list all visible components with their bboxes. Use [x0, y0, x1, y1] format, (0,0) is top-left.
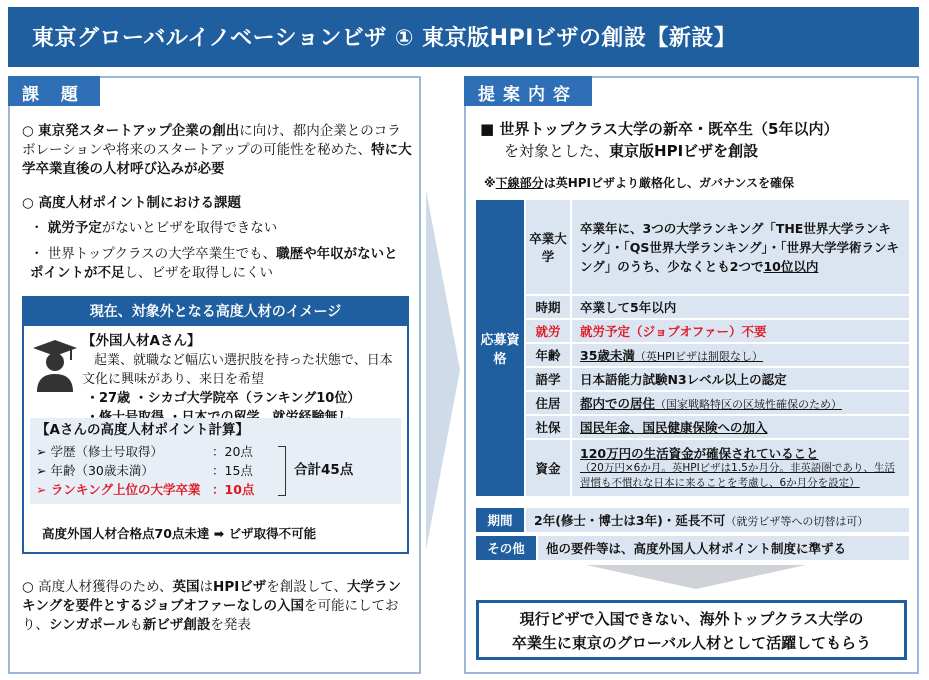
p3-uk: 英国: [172, 579, 200, 595]
req-value-5: [571, 391, 910, 415]
other-table: [474, 534, 911, 562]
note-text: は英HPIビザより厳格化し、ガバナンスを確保: [543, 176, 795, 190]
target-image-header: 現在、対象外となる高度人材のイメージ: [24, 298, 407, 326]
calc-result: [42, 524, 316, 543]
p3-text-6: を発表: [210, 617, 251, 633]
other-value: 他の要件等は、高度外国人人材ポイント制度に準ずる: [537, 535, 910, 561]
arrow-right-icon: ➡: [213, 526, 225, 541]
req-3-text: 35歳未満: [580, 348, 635, 363]
req-value-6: 国民年金、国民健康保険への加入: [571, 415, 910, 439]
issue-2-b2-text: ・ 世界トップクラスの大学卒業生でも、: [30, 246, 277, 262]
period-value: [525, 507, 910, 533]
total-brace: [278, 446, 286, 496]
req-value-3: [571, 343, 910, 367]
note-underlined: 下線部分: [495, 176, 544, 190]
issue-paragraph-1: [22, 122, 412, 179]
issue-2-b1-emphasis: 就労予定: [47, 220, 102, 236]
issues-tag: 課 題: [8, 76, 100, 106]
calc-row-1: ➢ 年齢（30歳未満）: [36, 463, 154, 478]
req-7-text: 120万円の生活資金が確保されていること: [580, 445, 819, 461]
req-key-5: 住居: [525, 391, 571, 415]
subheading-text: を対象とした、: [504, 142, 610, 160]
calc-row-2: ➢ ランキング上位の大学卒業: [36, 482, 201, 497]
period-text: 2年(修士・博士は3年)・延長不可: [534, 513, 726, 528]
requirements-table: [474, 198, 911, 498]
issue-2-bullet-1: [30, 219, 410, 238]
target-image-box: [22, 296, 409, 554]
p3-text: ○ 高度人材獲得のため、: [22, 579, 173, 595]
proposal-panel: [464, 76, 919, 674]
issue-1-emphasis: 東京発スタートアップ企業の創出: [38, 123, 240, 139]
req-key-0: 卒業大学: [525, 199, 571, 295]
issue-1-emphasis-2: 特に大学卒業直後の人材呼び込みが必要: [22, 142, 412, 177]
note-mark: ※: [484, 176, 496, 190]
person-description: 起業、就職など幅広い選択肢を持った状態で、日本文化に興味があり、来日を希望: [82, 353, 393, 387]
issue-2-bullet-2: [30, 245, 410, 283]
period-note: （就労ビザ等への切替は可）: [725, 515, 869, 528]
calc-row-1-points: ：15点: [212, 463, 253, 478]
req-key-6: 社保: [525, 415, 571, 439]
p3-text-2: は: [199, 579, 214, 595]
chevron-down-icon: [586, 565, 806, 589]
proposal-tag: 提案内容: [464, 76, 592, 106]
person-name: 【外国人材Aさん】: [82, 333, 201, 349]
page-title: 東京グローバルイノベーションビザ ① 東京版HPIビザの創設【新設】: [8, 7, 919, 67]
req-5-text: 都内での居住: [580, 396, 656, 411]
p3-text-3: を創設して、: [266, 579, 347, 595]
req-0-text: 卒業年に、3つの大学ランキング「THE世界大学ランキング」・「QS世界大学ランキング」・「世界大学学術ランキング」のうち、少なくとも2つで: [580, 220, 900, 274]
p3-ranking: 大学ランキングを要件とするジョブオファーなしの入国: [22, 579, 401, 614]
issue-2-b1-text: がないとビザを取得できない: [101, 220, 278, 236]
p3-singapore: シンガポール: [49, 617, 130, 633]
req-value-0: [571, 199, 910, 295]
req-key-1: 時期: [525, 295, 571, 319]
bullet-mark: ・: [30, 220, 48, 236]
req-value-4: 日本語能力試験N3レベル以上の認定: [571, 367, 910, 391]
graduate-icon: [32, 338, 78, 392]
period-key: 期間: [475, 507, 525, 533]
req-0-underlined: 10位以内: [763, 258, 819, 274]
other-key: その他: [475, 535, 537, 561]
req-value-1: 卒業して5年以内: [571, 295, 910, 319]
issue-paragraph-3: [22, 578, 412, 635]
issue-2-heading: ○ 高度人材ポイント制における課題: [22, 195, 241, 211]
issue-2-b2-emphasis: 職歴や年収がないとポイントが不足: [30, 246, 398, 281]
req-key-2: 就労: [525, 319, 571, 343]
issues-panel: [8, 76, 421, 674]
req-5-note: （国家戦略特区の区域性確保のため）: [655, 398, 843, 411]
result-outcome: ビザ取得不可能: [228, 526, 317, 541]
subheading-emphasis: 東京版HPIビザを創設: [609, 142, 759, 160]
calc-total: 合計45点: [294, 462, 354, 478]
req-3-note: （英HPIビザは制限なし）: [634, 350, 764, 363]
p3-hpi: HPIビザ: [213, 579, 267, 595]
conclusion-line-2: 卒業生に東京のグローバル人材として活躍してもらう: [511, 634, 872, 652]
underline-note: [484, 174, 794, 193]
calc-row-2-points: ：10点: [212, 482, 255, 497]
issue-2-b2-text-2: し、ビザを取得しにくい: [124, 265, 273, 281]
p3-text-4: を可能にしており、: [22, 598, 399, 633]
points-calc-box: [30, 418, 401, 504]
conclusion-box: [476, 600, 907, 660]
result-text: 高度外国人材合格点70点未達: [42, 526, 210, 541]
p3-new-visa: 新ビザ創設: [142, 617, 211, 633]
period-table: [474, 506, 911, 534]
calc-title: 【Aさんの高度人材ポイント計算】: [36, 422, 249, 438]
calc-row-0-points: ：20点: [212, 444, 253, 459]
req-key-3: 年齢: [525, 343, 571, 367]
proposal-heading: ■ 世界トップクラス大学の新卒・既卒生（5年以内）: [480, 120, 839, 138]
group-label: 応募資格: [475, 199, 525, 497]
proposal-subheading: [504, 140, 758, 162]
p3-text-5: も: [129, 617, 143, 633]
req-key-7: 資金: [525, 439, 571, 497]
conclusion-line-1: 現行ビザで入国できない、海外トップクラス大学の: [519, 610, 864, 628]
req-value-2: 就労予定（ジョブオファー）不要: [571, 319, 910, 343]
req-value-7: [571, 439, 910, 497]
issue-1-text: に向け、都内企業とのコラボレーションや将来のスタートアップの可能性を秘めた、: [22, 123, 401, 158]
req-7-note: （20万円×6か月。英HPIビザは1.5か月分。非英語圏であり、生活習慣も不慣れな日本に来ることを考慮し、6か月分を設定）: [580, 461, 895, 489]
chevron-right-icon: [426, 190, 460, 550]
person-line-1: ・27歳 ・シカゴ大学院卒（ランキング10位）: [86, 391, 361, 406]
calc-row-0: ➢ 学歴（修士号取得）: [36, 444, 163, 459]
req-key-4: 語学: [525, 367, 571, 391]
bullet-mark: ○: [22, 123, 39, 139]
